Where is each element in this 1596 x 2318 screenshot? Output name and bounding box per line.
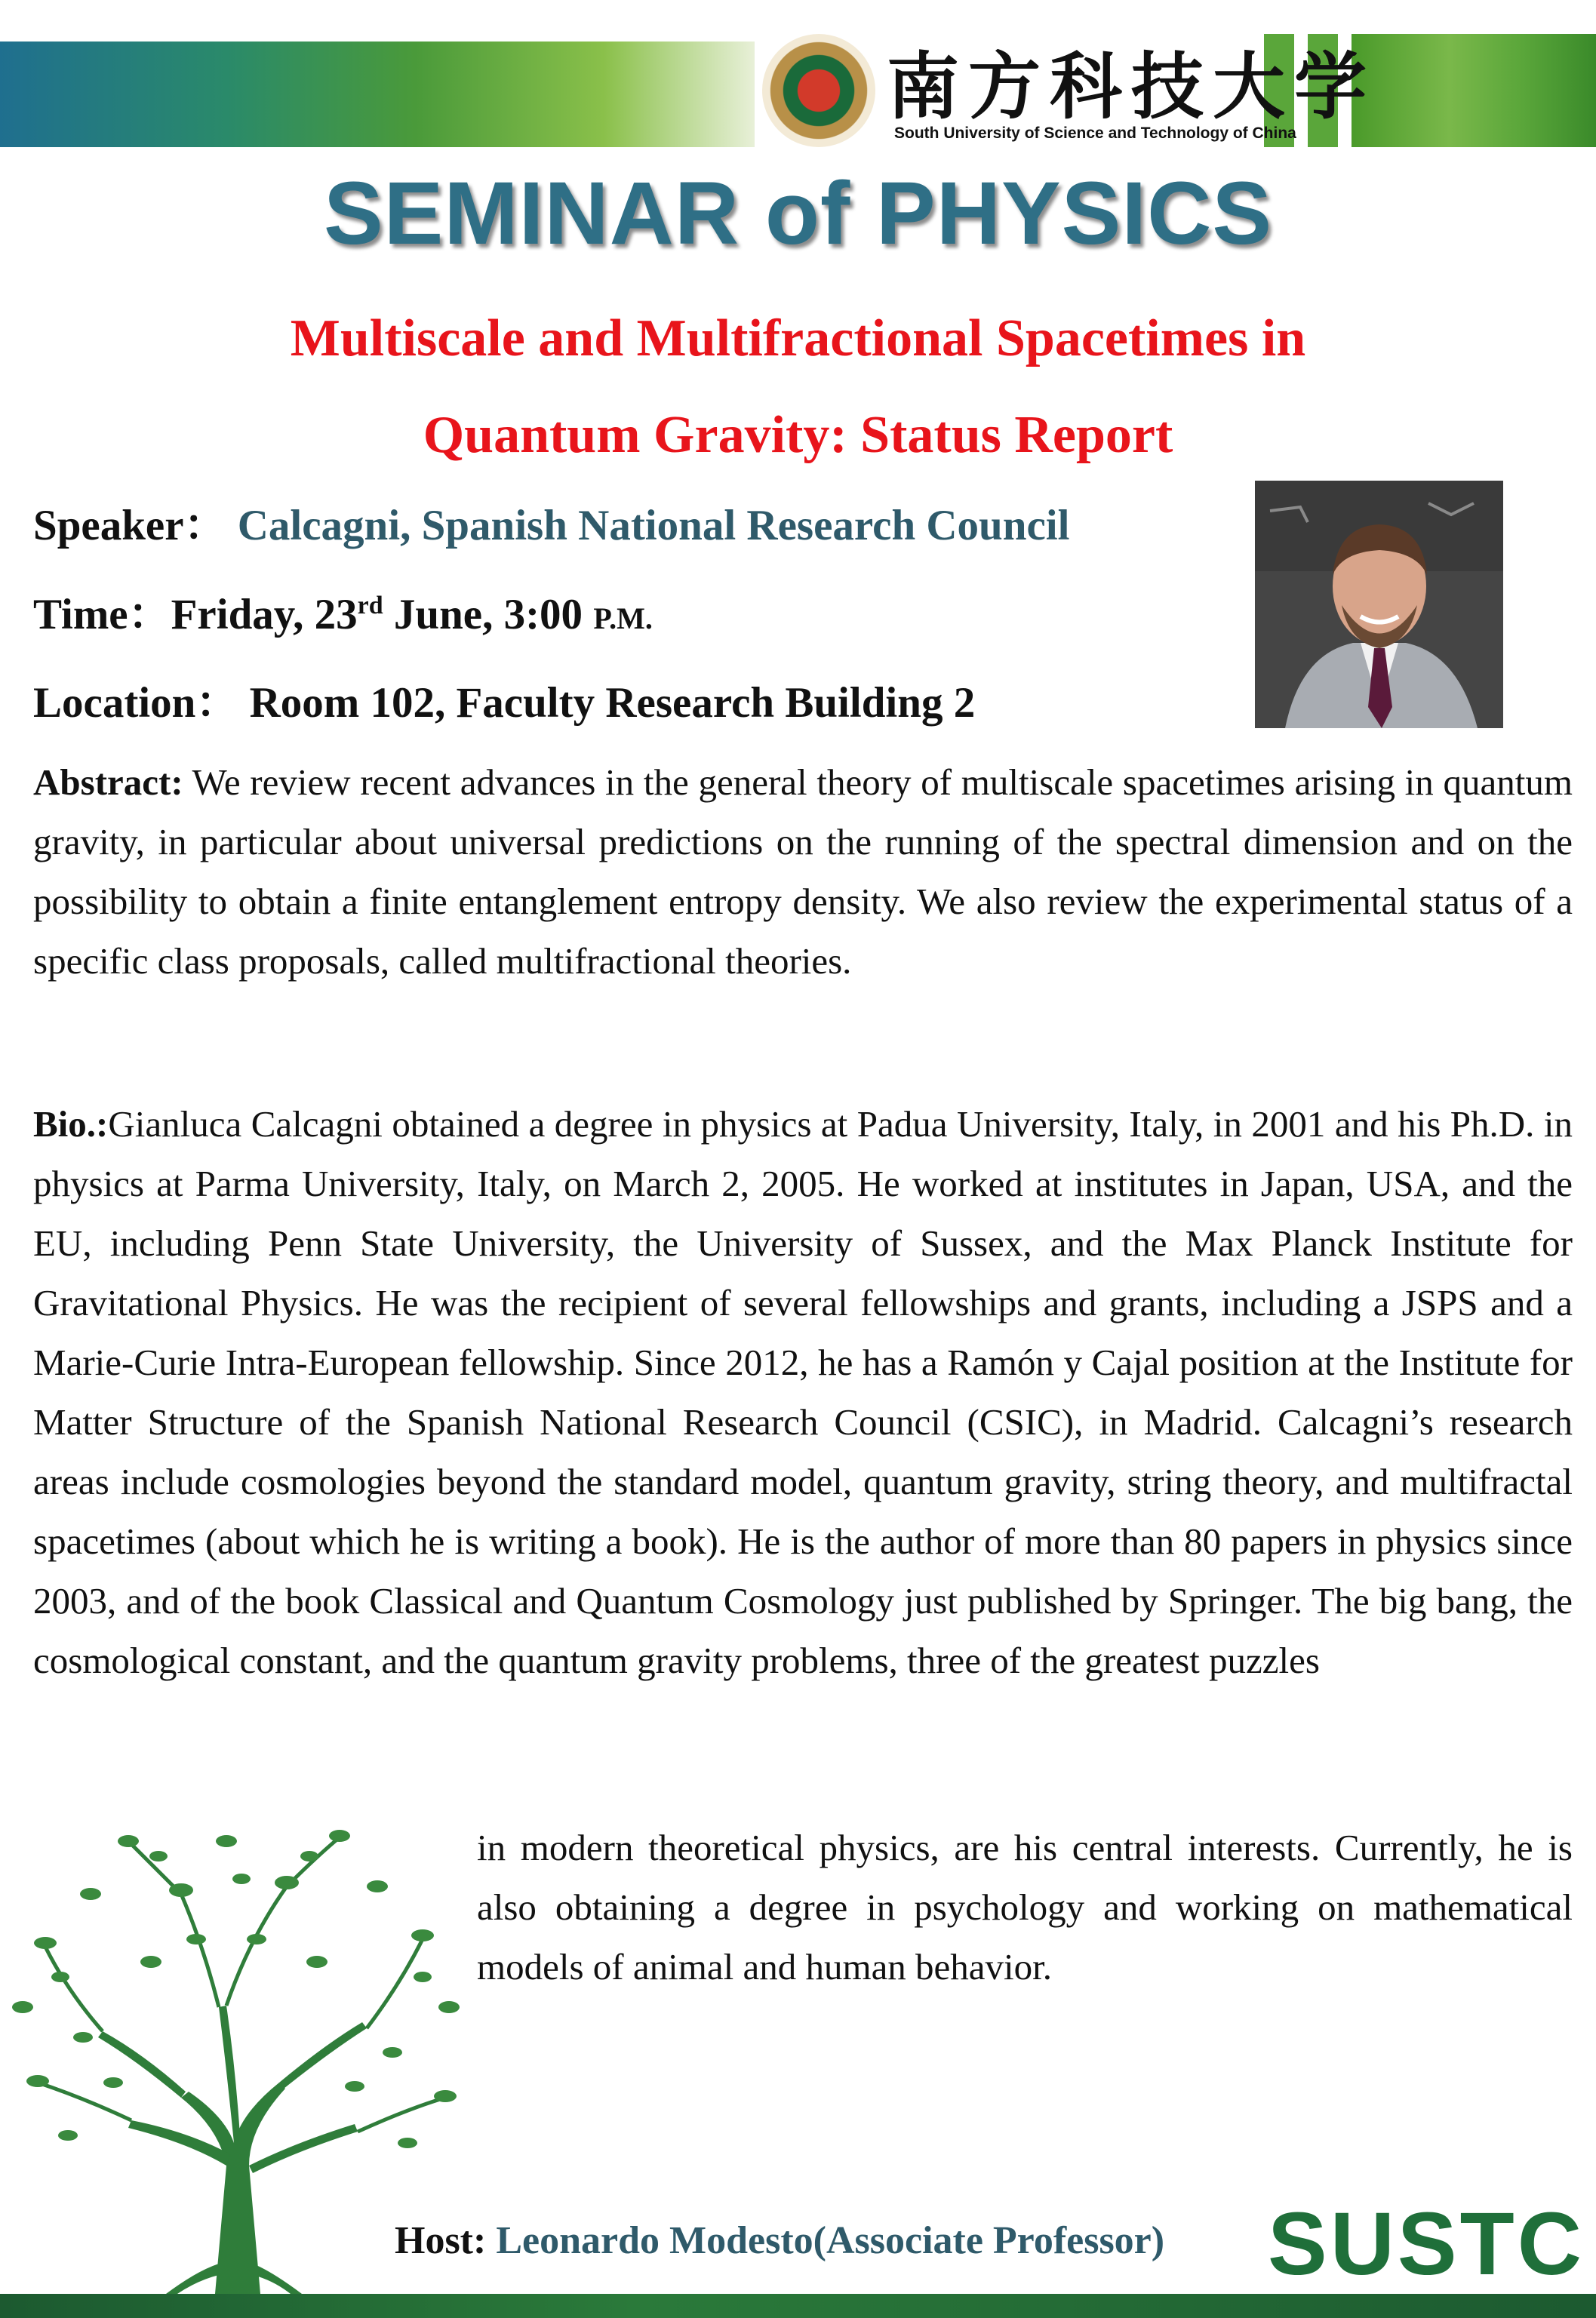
abstract-label: Abstract: [33,761,183,803]
university-seal-icon [762,34,875,147]
university-name-cn: 南方科技大学 [887,44,1376,129]
talk-title [0,291,1596,484]
speaker-photo [1255,481,1503,728]
time-row [33,580,653,641]
bio-label: Bio.: [33,1103,109,1145]
host-row [395,2218,1164,2263]
speaker-row [33,490,1069,552]
location-value: Room 102, Faculty Research Building 2 [249,679,976,727]
abstract-text: We review recent advances in the general theory of multiscale spacetimes arising in quantum gravity, in particular about universal predictions on the running of the spectral dimension and on the possibility to obtain a finite entanglement entropy density. We also review the experimental status of a specific class proposals, called multifractional theories. [33,761,1573,982]
time-pm: P.M. [593,601,653,635]
location-row [33,668,975,730]
time-ordinal: rd [357,592,383,619]
time-label: Time： [33,591,171,638]
bio-text: Gianluca Calcagni obtained a degree in physics at Padua University, Italy, in 2001 and his Ph.D. in physics at Parma University, Italy, on March 2, 2005. He worked at institutes in Japan, USA, and the EU, including Penn State University, the University of Sussex, and the Max Planck Institute for Gravitational Physics. He was the recipient of several fellowships and grants, including a JSPS and a Marie-Curie Intra-European fellowship. Since 2012, he has a Ramón y Cajal position at the Institute for Matter Structure of the Spanish National Research Council (CSIC), in Madrid. Calcagni’s research areas include cosmologies beyond the standard model, quantum gravity, string theory, and multifractal spacetimes (about which he is writing a book). He is the author of more than 80 papers in physics since 2003, and of the book Classical and Quantum Cosmology just published by Springer. The big bang, the cosmological constant, and the quantum gravity problems, three of the greatest puzzles [33,1103,1573,1681]
university-logo [762,26,1376,151]
time-day: Friday, 23 [171,591,358,638]
seminar-title: SEMINAR of PHYSICS [323,164,1273,263]
bio-continuation: in modern theoretical physics, are his central interests. Currently, he is also obtaining a degree in psychology and working on mathematical models of animal and human behavior. [477,1827,1573,1988]
host-value: Leonardo Modesto(Associate Professor) [486,2219,1165,2262]
host-label: Host: [395,2219,487,2262]
location-label: Location： [33,679,239,727]
sustc-logo: SUSTC [1268,2194,1585,2294]
talk-title-line1: Multiscale and Multifractional Spacetimes in [290,309,1306,367]
bio-paragraph [33,1094,1573,1690]
time-rest: June, 3:00 [383,591,594,638]
university-name-en: South University of Science and Technology of China [894,125,1296,142]
speaker-label: Speaker： [33,502,227,549]
talk-title-line2: Quantum Gravity: Status Report [423,406,1173,464]
footer-bar [0,2294,1596,2318]
abstract-paragraph [33,752,1573,991]
header-banner-left [0,42,755,147]
speaker-value: Calcagni, Spanish National Research Council [237,502,1070,549]
